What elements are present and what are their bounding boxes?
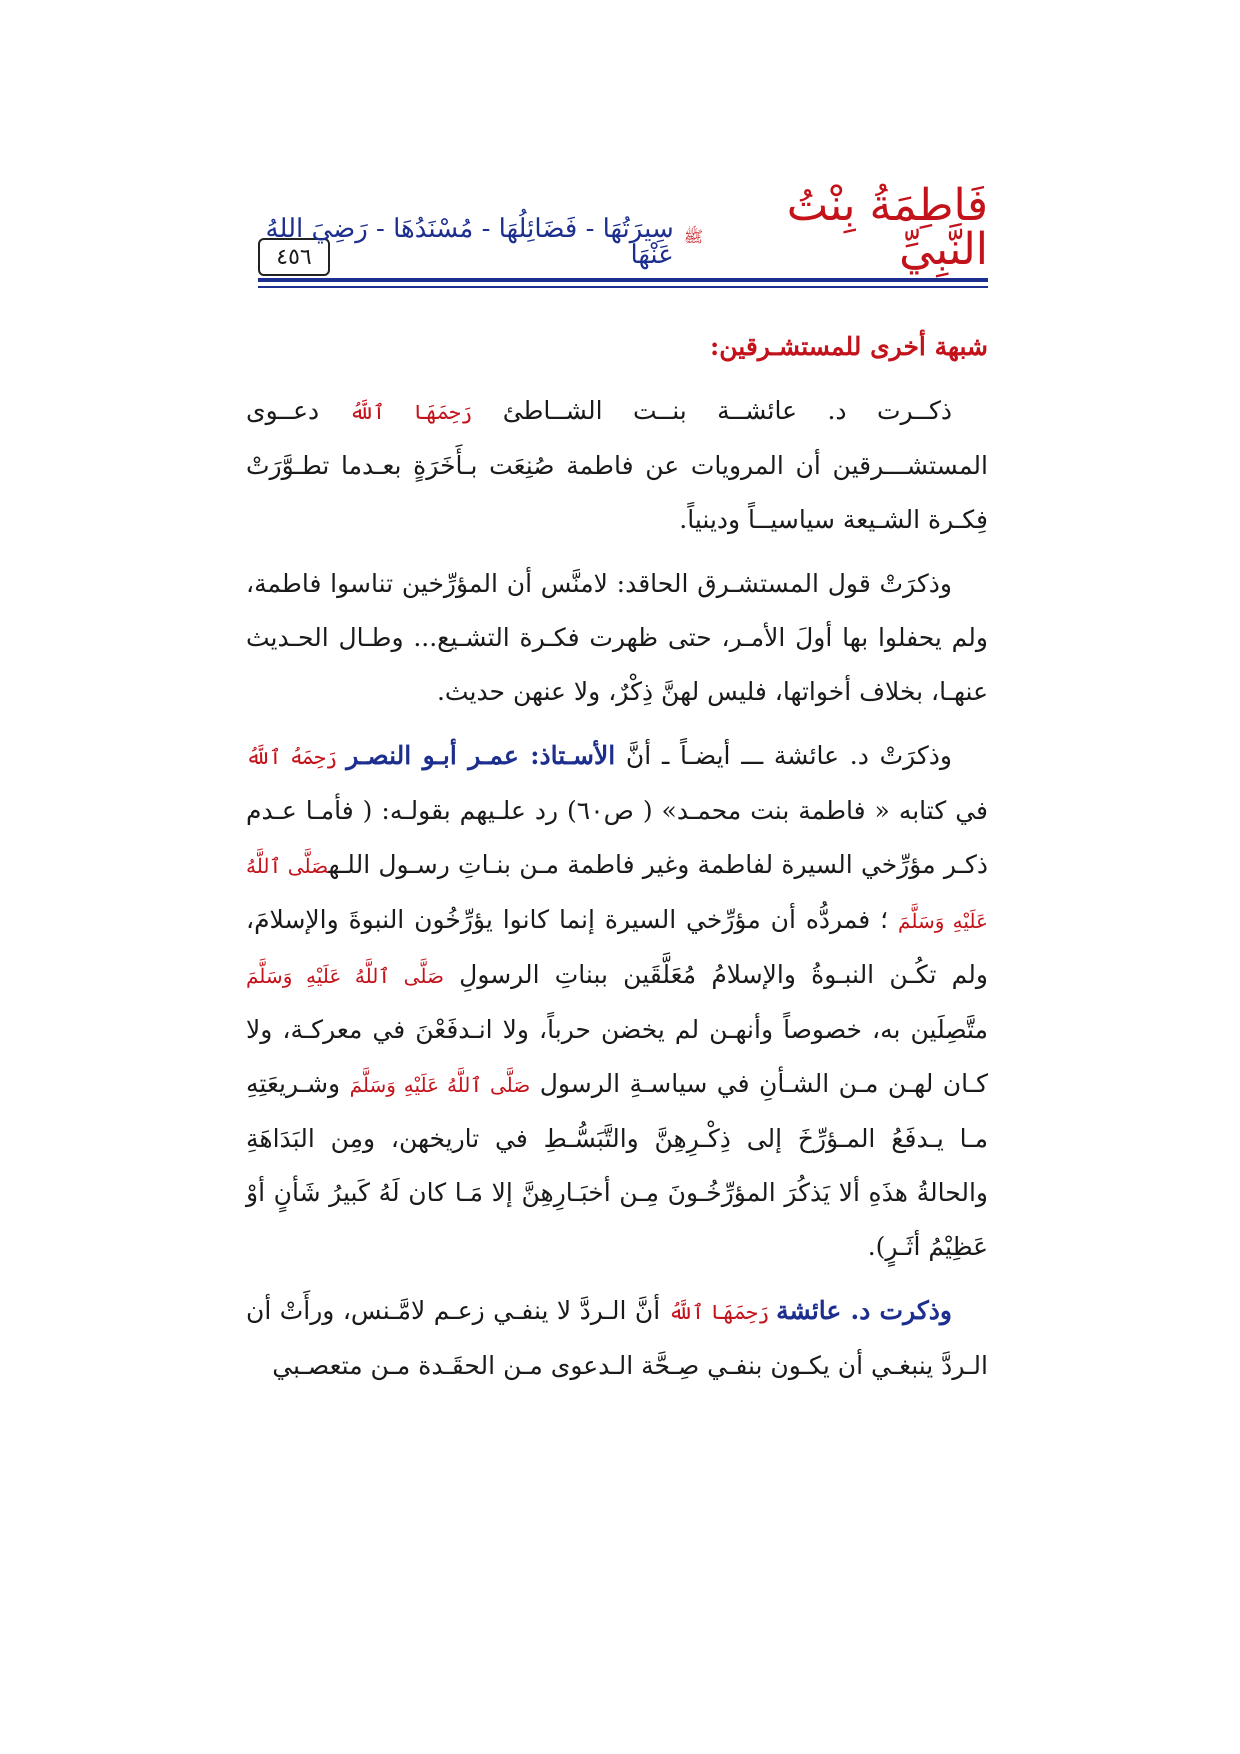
para4-text: أنَّ الـردَّ لا ينفـي زعـم لامَّـنس، ورأَتْ أن الـردَّ ينبغـي أن يكـون بنفـي صِـحَّة الـدعوى مـن الحقَـدة مـن متعصـبي [246, 1296, 988, 1380]
paragraph-1 [246, 384, 988, 547]
book-subtitle: سِيرَتُهَا - فَضَائِلُهَا - مُسْنَدُهَا - رَضِيَ اللهُ عَنْهَا [265, 214, 674, 270]
honorific-rahimaha: رَحِمَهَا ٱللَّهُ [349, 400, 473, 424]
para3-text-1: وذكرَتْ د. عائشة ـــ أيضـاً ـ أنَّ [615, 741, 953, 770]
honorific-salawat-3: صَلَّى ٱللَّهُ عَلَيْهِ وَسَلَّمَ [349, 1073, 531, 1097]
honorific-rahimaha-2: رَحِمَهَا ٱللَّهُ [668, 1300, 777, 1324]
section-heading: شبهة أخرى للمستشـرقين: [710, 332, 988, 361]
page-number: ٤٥٦ [258, 238, 330, 276]
header-rule-thin [258, 286, 988, 288]
honorific-salawat-2: صَلَّى ٱللَّهُ عَلَيْهِ وَسَلَّمَ [246, 964, 444, 988]
page-body [246, 320, 988, 1403]
paragraph-3 [246, 729, 988, 1274]
para3-text-2: في كتابه « فاطمة بنت محمـد» ( ص٦٠) رد علـيهم بقولـه: ( فأمـا عـدم ذكـر مؤرِّخي السيرة لفاطمة وغير فاطمة مـن بنـاتِ رسـول اللـه [246, 796, 989, 879]
para3-text-4: متَّصِلَين به، خصوصاً وأنهـن لم يخضن حرباً، ولا انـدفَعْنَ في معركـة، ولا كـان لهـن مـن الشـأنِ في سياسـةِ الرسول [246, 1015, 988, 1098]
para1-text-2: دعــوى المستشـــرقين أن المرويات عن فاطمة صُنِعَت بـأَخَرَةٍ بعـدما تطـوَّرَتْ فِكـرة الشـيعة سياسيــاً ودينياً. [246, 396, 988, 534]
para1-text-1: ذكــرت د. عائشــة بنــت الشــاطئ [472, 396, 952, 425]
honorific-salawat-1: صَلَّى ٱللَّهُ عَلَيْهِ وَسَلَّمَ [246, 854, 988, 933]
para3-text-5: وشـريعَتِهِ مـا يـدفَعُ المـؤرِّخَ إلى ذِكْـرِهِنَّ والتَّبَسُّـطِ في تاريخهن، ومِن البَدَاهَةِ والحالةُ هذَهِ ألا يَذكُرَ المؤرِّخُـونَ مِـن أخبَـارِهِنَّ إلا مَـا كان لَهُ كَبيرُ شَأنٍ أوْ عَظِيْمُ أثَـرٍ). [246, 1069, 988, 1261]
header-rule-thick [258, 278, 988, 282]
title-honorific: ﷺ [683, 227, 704, 246]
honorific-rahimahu: رَحِمَهُ ٱللَّهُ [246, 745, 347, 769]
para4-lead: وذكرت د. عائشة [776, 1296, 952, 1325]
paragraph-4 [246, 1284, 988, 1393]
para3-text-3: ؛ فمردُّه أن مؤرِّخي السيرة إنما كانوا يؤرِّخُون النبوةَ والإسلامَ، ولم تكُـن النبـوةُ والإسلامُ مُعَلَّقَين ببناتِ الرسولِ [246, 905, 988, 989]
running-title [258, 180, 988, 275]
scholar-name: الأسـتاذ: عمـر أبـو النصـر [346, 741, 616, 770]
page-header [258, 180, 988, 280]
paragraph-2: وذكرَتْ قول المستشـرق الحاقد: لامنَّس أن المؤرِّخين تناسوا فاطمة، ولم يحفلوا بها أولَ الأمـر، حتى ظهرت فكـرة التشـيع... وطـال الحـديث عنهـا، بخلاف أخواتها، فليس لهنَّ ذِكْرٌ، ولا عنهن حديث. [246, 569, 988, 706]
book-title: فَاطِمَةُ بِنْتُ النَّبِيِّ [786, 180, 988, 275]
